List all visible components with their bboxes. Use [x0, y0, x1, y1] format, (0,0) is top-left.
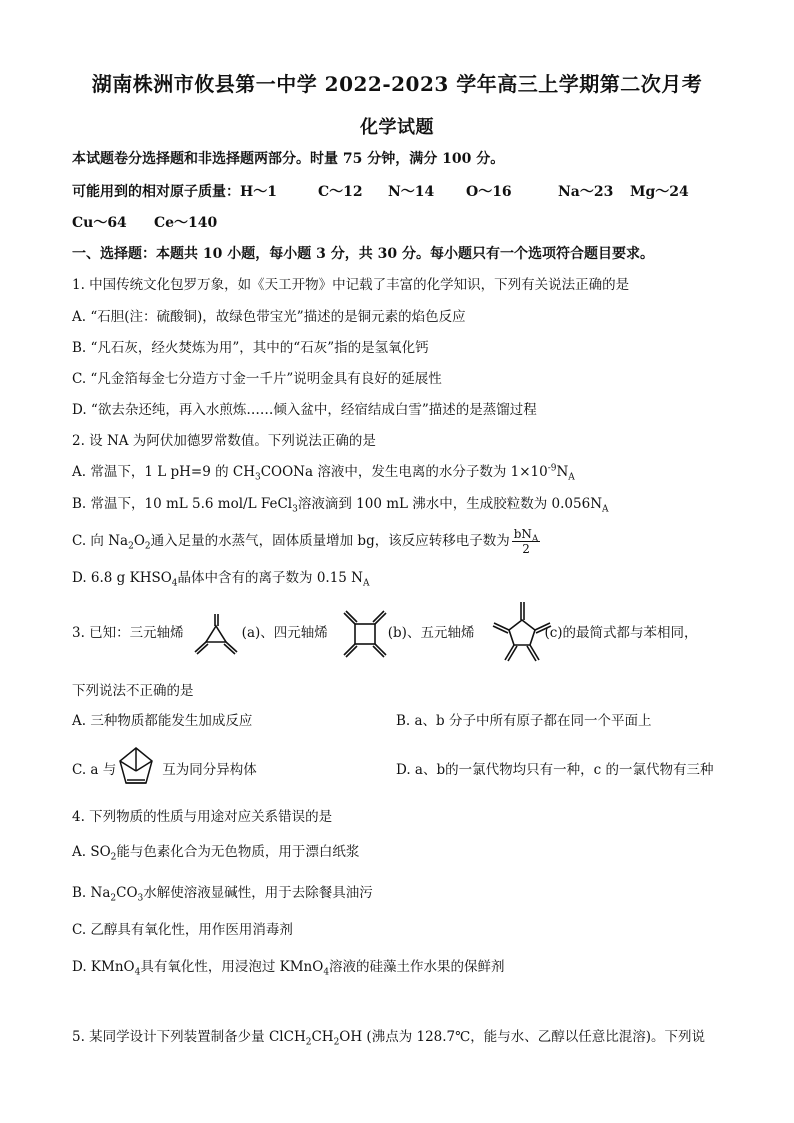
- mass-c: C～12: [318, 184, 363, 200]
- q3-option-a: A. 三种物质都能发生加成反应: [72, 713, 253, 729]
- tetraxialene-structure-icon: [335, 606, 395, 662]
- prismane-structure-icon: [114, 745, 158, 789]
- pentaxialene-structure-icon: [488, 598, 556, 668]
- q1-option-d: D. “欲去杂还纯，再入水煎炼……倾入盆中，经宿结成白雪”描述的是蒸馏过程: [72, 402, 537, 418]
- q3-stem2: 下列说法不正确的是: [72, 683, 194, 699]
- section-heading: 一、选择题：本题共 10 小题，每小题 3 分，共 30 分。每小题只有一个选项符合题目要求。: [72, 246, 654, 262]
- q4-option-b: B. $Na_2CO_3$水解使溶液显碱性，用于去除餐具油污: [72, 885, 373, 904]
- q2-option-b: B. 常温下，10 mL 5.6 mol/L FeCl$_3$溶液滴到 100 mL 沸水中，生成胶粒数为 $0.056N_A$: [72, 496, 609, 515]
- mass-h: H～1: [240, 184, 277, 200]
- mass-ce: Ce～140: [154, 215, 218, 231]
- q2-option-d: D. 6.8 g $KHSO_4$晶体中含有的离子数为 0.15 $N_A$: [72, 570, 370, 589]
- q4-option-c: C. 乙醇具有氧化性，用作医用消毒剂: [72, 922, 293, 938]
- q2-option-c: C. 向 $Na_2O_2$通入足量的水蒸气，固体质量增加 bg，该反应转移电子数为 $\frac{bN_A}{2}$: [72, 527, 539, 556]
- q3-option-d: D. a、b的一氯代物均只有一种，c 的一氯代物有三种: [396, 762, 714, 778]
- q4-stem: 4. 下列物质的性质与用途对应关系错误的是: [72, 809, 333, 825]
- triaxialene-structure-icon: [188, 612, 244, 660]
- q3-option-b: B. a、b 分子中所有原子都在同一个平面上: [396, 713, 652, 729]
- q3-option-c: C. a 与 互为同分异构体: [72, 762, 257, 778]
- q1-option-a: A. “石胆(注：硫酸铜)，故绿色带宝光”描述的是铜元素的焰色反应: [72, 309, 466, 325]
- fraction-bna-over-2: $\frac{bN_A}{2}$: [513, 527, 539, 556]
- mass-mg: Mg～24: [630, 184, 689, 200]
- q1-option-b: B. “凡石灰，经火焚炼为用”，其中的“石灰”指的是氢氧化钙: [72, 340, 429, 356]
- page-title: 湖南株洲市攸县第一中学 2022-2023 学年高三上学期第二次月考: [91, 72, 703, 96]
- q1-option-c: C. “凡金箔每金七分造方寸金一千片”说明金具有良好的延展性: [72, 371, 442, 387]
- page-subtitle: 化学试题: [360, 117, 434, 138]
- mass-n: N～14: [388, 184, 435, 200]
- atomic-masses-label: 可能用到的相对原子质量：: [72, 184, 240, 200]
- exam-info: 本试题卷分选择题和非选择题两部分。时量 75 分钟，满分 100 分。: [72, 151, 505, 167]
- q2-option-a: A. 常温下，1 L pH=9 的 $CH_3COONa$ 溶液中，发生电离的水分子数为 $1\times 10^{-9}N_A$: [72, 463, 575, 483]
- q4-option-a: A. $SO_2$能与色素化合为无色物质，用于漂白纸浆: [72, 844, 360, 863]
- q4-option-d: D. KMnO$_4$具有氧化性，用浸泡过 KMnO$_4$溶液的硅藻土作水果的保鲜剂: [72, 959, 505, 978]
- atomic-masses-row-1: [72, 183, 689, 201]
- atomic-masses-row-2: [72, 214, 217, 232]
- q5-stem: 5. 某同学设计下列装置制备少量 $ClCH_2CH_2OH$ (沸点为 128.7℃，能与水、乙醇以任意比混溶)。下列说: [72, 1029, 706, 1048]
- q3-stem-line: 3. 已知：三元轴烯 (a)、四元轴烯 (b)、五元轴烯 (c)的最简式都与苯相同，: [72, 625, 698, 641]
- q2-stem: 2. 设 NA 为阿伏加德罗常数值。下列说法正确的是: [72, 433, 376, 449]
- mass-o: O～16: [466, 184, 512, 200]
- mass-na: Na～23: [558, 184, 614, 200]
- q1-stem: 1. 中国传统文化包罗万象，如《天工开物》中记载了丰富的化学知识，下列有关说法正确的是: [72, 277, 630, 293]
- mass-cu: Cu～64: [72, 215, 127, 231]
